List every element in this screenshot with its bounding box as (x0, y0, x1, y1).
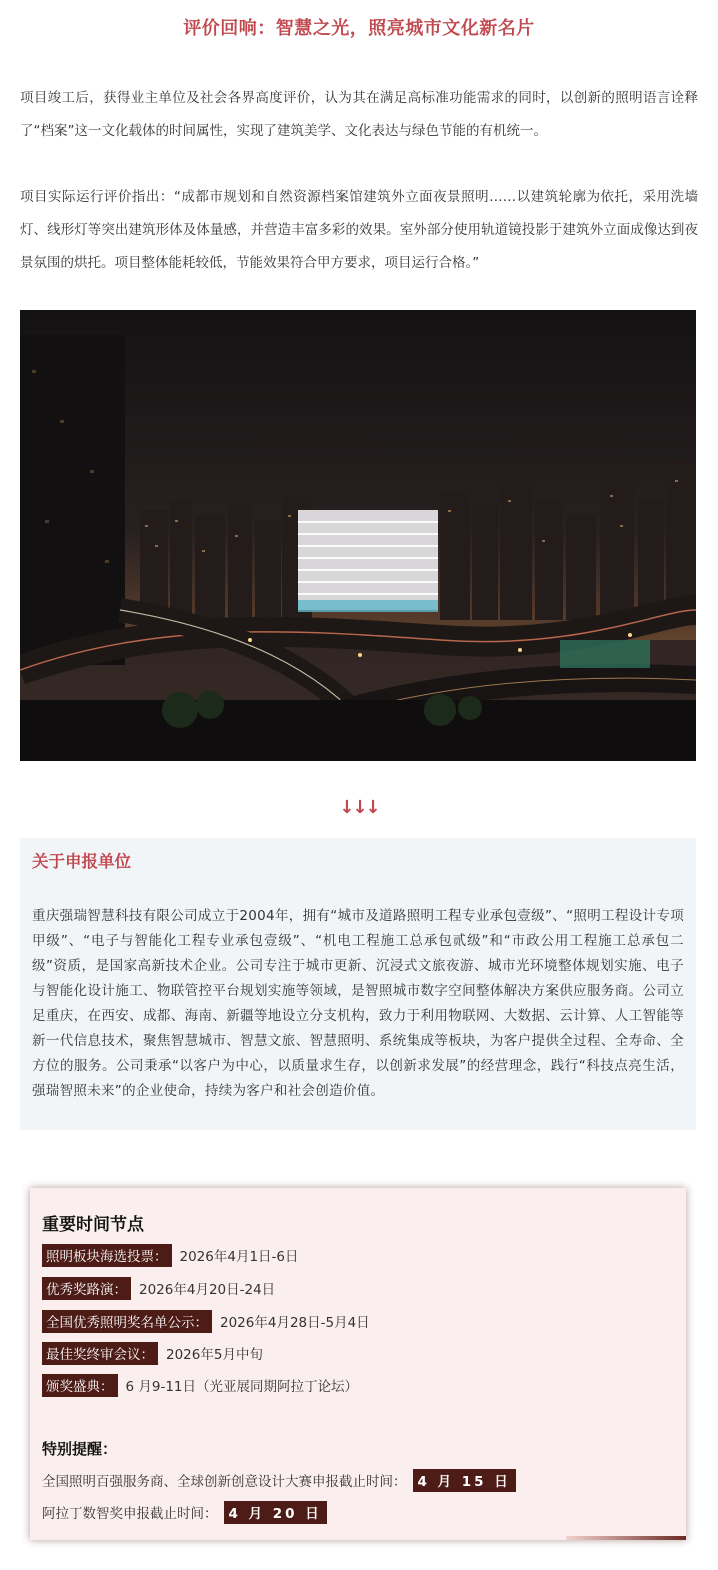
timeline-item-label: 最佳奖终审会议： (42, 1342, 158, 1365)
timeline-item-value: 2026年4月20日-24日 (139, 1282, 276, 1298)
about-text: 重庆强瑞智慧科技有限公司成立于2004年，拥有“城市及道路照明工程专业承包壹级”、“照明工程设计专项甲级”、“电子与智能化工程专业承包壹级”、“机电工程施工总承包贰级”和“市政公用工程施工总承包二级”资质，是国家高新技术企业。公司专注于城市更新、沉浸式文旅夜游、城市光环境整体规划实施、电子与智能化设计施工、物联管控平台规划实施等领域，是智照城市数字空间整体解决方案供应服务商。公司立足重庆，在西安、成都、海南、新疆等地设立分支机构，致力于利用物联网、大数据、云计算、人工智能等新一代信息技术，聚焦智慧城市、智慧文旅、智慧照明、系统集成等板块，为客户提供全过程、全寿命、全方位的服务。公司秉承“以客户为中心，以质量求生存，以创新求发展”的经营理念，践行“科技点亮生活，强瑞智照未来”的企业使命，持续为客户和社会创造价值。 (32, 908, 684, 1099)
timeline-item-label: 颁奖盛典： (42, 1374, 118, 1397)
reminder-text: 全国照明百强服务商、全球创新创意设计大赛申报截止时间： (42, 1474, 407, 1490)
timeline-item (42, 1310, 370, 1333)
timeline-item-value: 6 月9-11日（光亚展同期阿拉丁论坛） (125, 1379, 359, 1395)
timeline-item (42, 1277, 275, 1300)
special-reminder-title: 特别提醒： (42, 1440, 118, 1458)
timeline-item-value: 2026年5月中旬 (166, 1347, 263, 1363)
reminder-row (42, 1469, 516, 1492)
paragraph-operation-review: 项目实际运行评价指出：“成都市规划和自然资源档案馆建筑外立面夜景照明……以建筑轮廓为依托，采用洗墙灯、线形灯等突出建筑形体及体量感，并营造丰富多彩的效果。室外部分使用轨道镜投影于建筑外立面成像达到夜景氛围的烘托。项目整体能耗较低，节能效果符合甲方要求，项目运行合格。” (20, 189, 698, 271)
timeline-item-label: 优秀奖路演： (42, 1277, 131, 1300)
timeline-item-label: 全国优秀照明奖名单公示： (42, 1310, 212, 1333)
timeline-item-label: 照明板块海选投票： (42, 1244, 172, 1267)
decorative-corner-bar (566, 1536, 686, 1540)
timeline-item (42, 1244, 299, 1267)
reminder-text: 阿拉丁数智奖申报截止时间： (42, 1506, 218, 1522)
timeline-item (42, 1342, 263, 1365)
deadline-badge: 4 月 20 日 (224, 1501, 327, 1524)
section-title: 评价回响：智慧之光，照亮城市文化新名片 (183, 18, 535, 39)
timeline-item-value: 2026年4月28日-5月4日 (220, 1315, 370, 1331)
paragraph-evaluation: 项目竣工后，获得业主单位及社会各界高度评价，认为其在满足高标准功能需求的同时，以创新的照明语言诠释了“档案”这一文化载体的时间属性，实现了建筑美学、文化表达与绿色节能的有机统一。 (20, 90, 698, 139)
timeline-item-value: 2026年4月1日-6日 (179, 1249, 299, 1265)
reminder-row (42, 1501, 327, 1524)
down-arrows-icon: ↓↓↓ (339, 797, 379, 818)
about-applicant-section (20, 838, 696, 1130)
deadline-badge: 4 月 15 日 (413, 1469, 516, 1492)
timeline-box (30, 1188, 686, 1540)
night-city-photo (20, 310, 696, 761)
about-title: 关于申报单位 (32, 852, 131, 871)
timeline-heading: 重要时间节点 (42, 1215, 144, 1235)
timeline-item (42, 1374, 358, 1397)
